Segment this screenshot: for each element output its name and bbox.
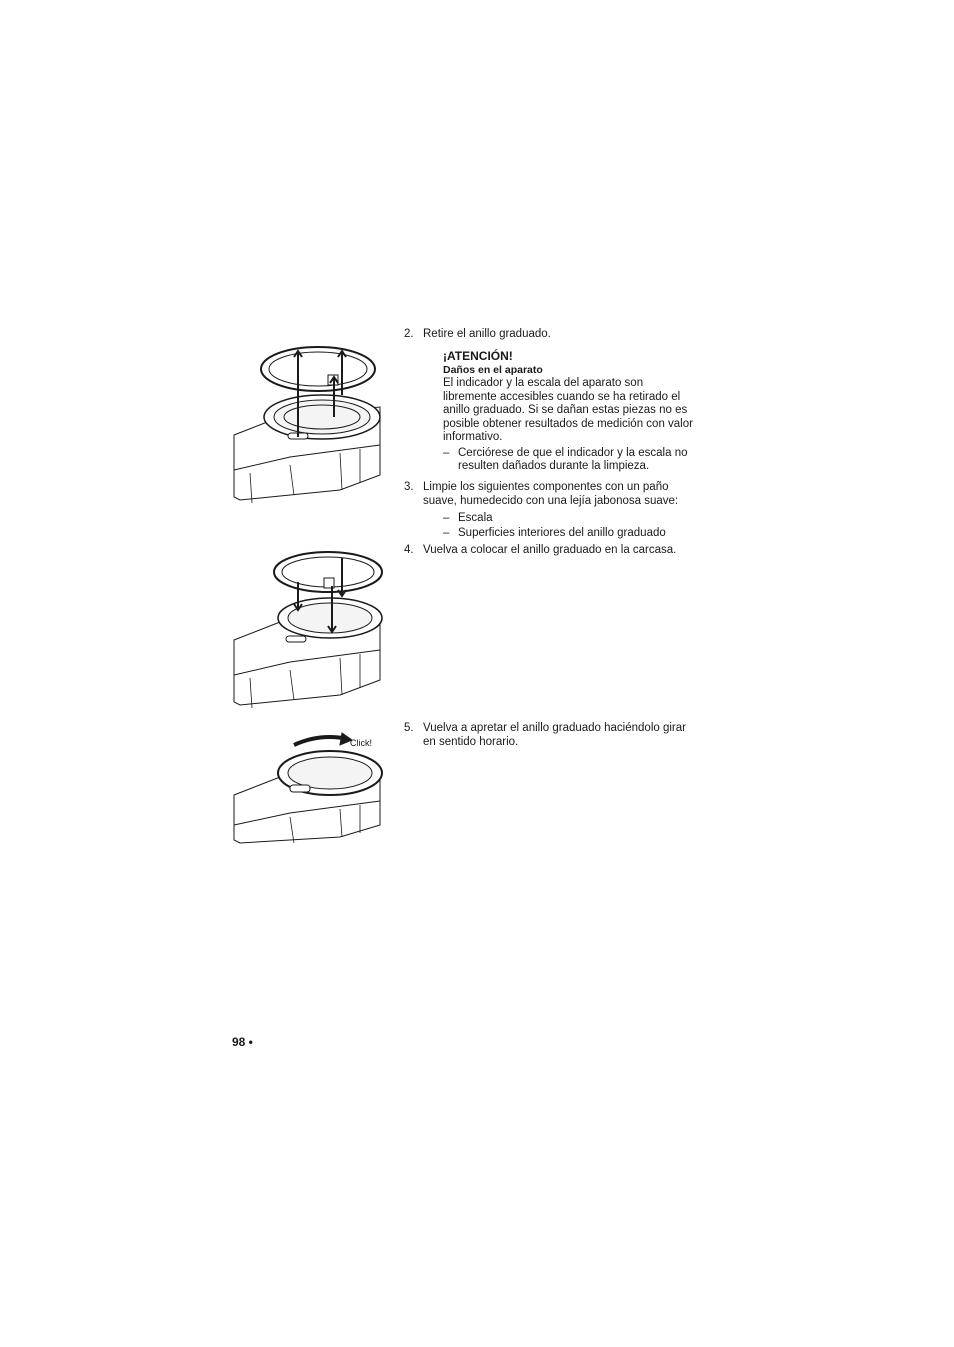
step-number: 2. — [404, 328, 414, 340]
clean-list — [443, 511, 703, 540]
warning-body: El indicador y la escala del aparato son libremente accesibles cuando se ha retirado el anillo graduado. Si se dañan estas piezas no es posible obtener resultados de medición con valor informativo. — [443, 377, 693, 443]
warning-title: ¡ATENCIÓN! — [443, 349, 513, 363]
step-text: Limpie los siguientes componentes con un paño suave, humedecido con una lejía jabonosa suave: — [423, 481, 679, 507]
step-number: 5. — [404, 722, 414, 734]
warning-bullet — [443, 447, 698, 474]
page-number: 98 • — [232, 1035, 253, 1049]
list-item-text: Escala — [458, 512, 493, 524]
step-3 — [404, 480, 704, 508]
list-item-text: Superficies interiores del anillo graduado — [458, 527, 666, 539]
list-item — [443, 511, 703, 525]
click-label: Click! — [350, 738, 372, 748]
step-number: 4. — [404, 544, 414, 556]
step-4 — [404, 543, 704, 557]
warning-subtitle: Daños en el aparato — [443, 363, 543, 376]
list-item — [443, 526, 703, 540]
dash-marker: – — [443, 446, 450, 459]
step-5 — [404, 721, 704, 749]
warning-box — [443, 350, 698, 474]
step-text: Retire el anillo graduado. — [423, 328, 551, 340]
step-text: Vuelva a colocar el anillo graduado en la carcasa. — [423, 544, 677, 556]
dash-marker: – — [443, 527, 450, 539]
step-number: 3. — [404, 481, 414, 493]
step-text: Vuelva a apretar el anillo graduado haciéndolo girar en sentido horario. — [423, 722, 686, 748]
step-2 — [404, 327, 704, 341]
figure-rotate-ring — [230, 725, 390, 845]
warning-bullet-text: Cerciórese de que el indicador y la escala no resulten dañados durante la limpieza. — [458, 446, 688, 472]
dash-marker: – — [443, 512, 450, 524]
figure-replace-ring — [230, 550, 390, 715]
figure-remove-ring — [230, 345, 390, 510]
